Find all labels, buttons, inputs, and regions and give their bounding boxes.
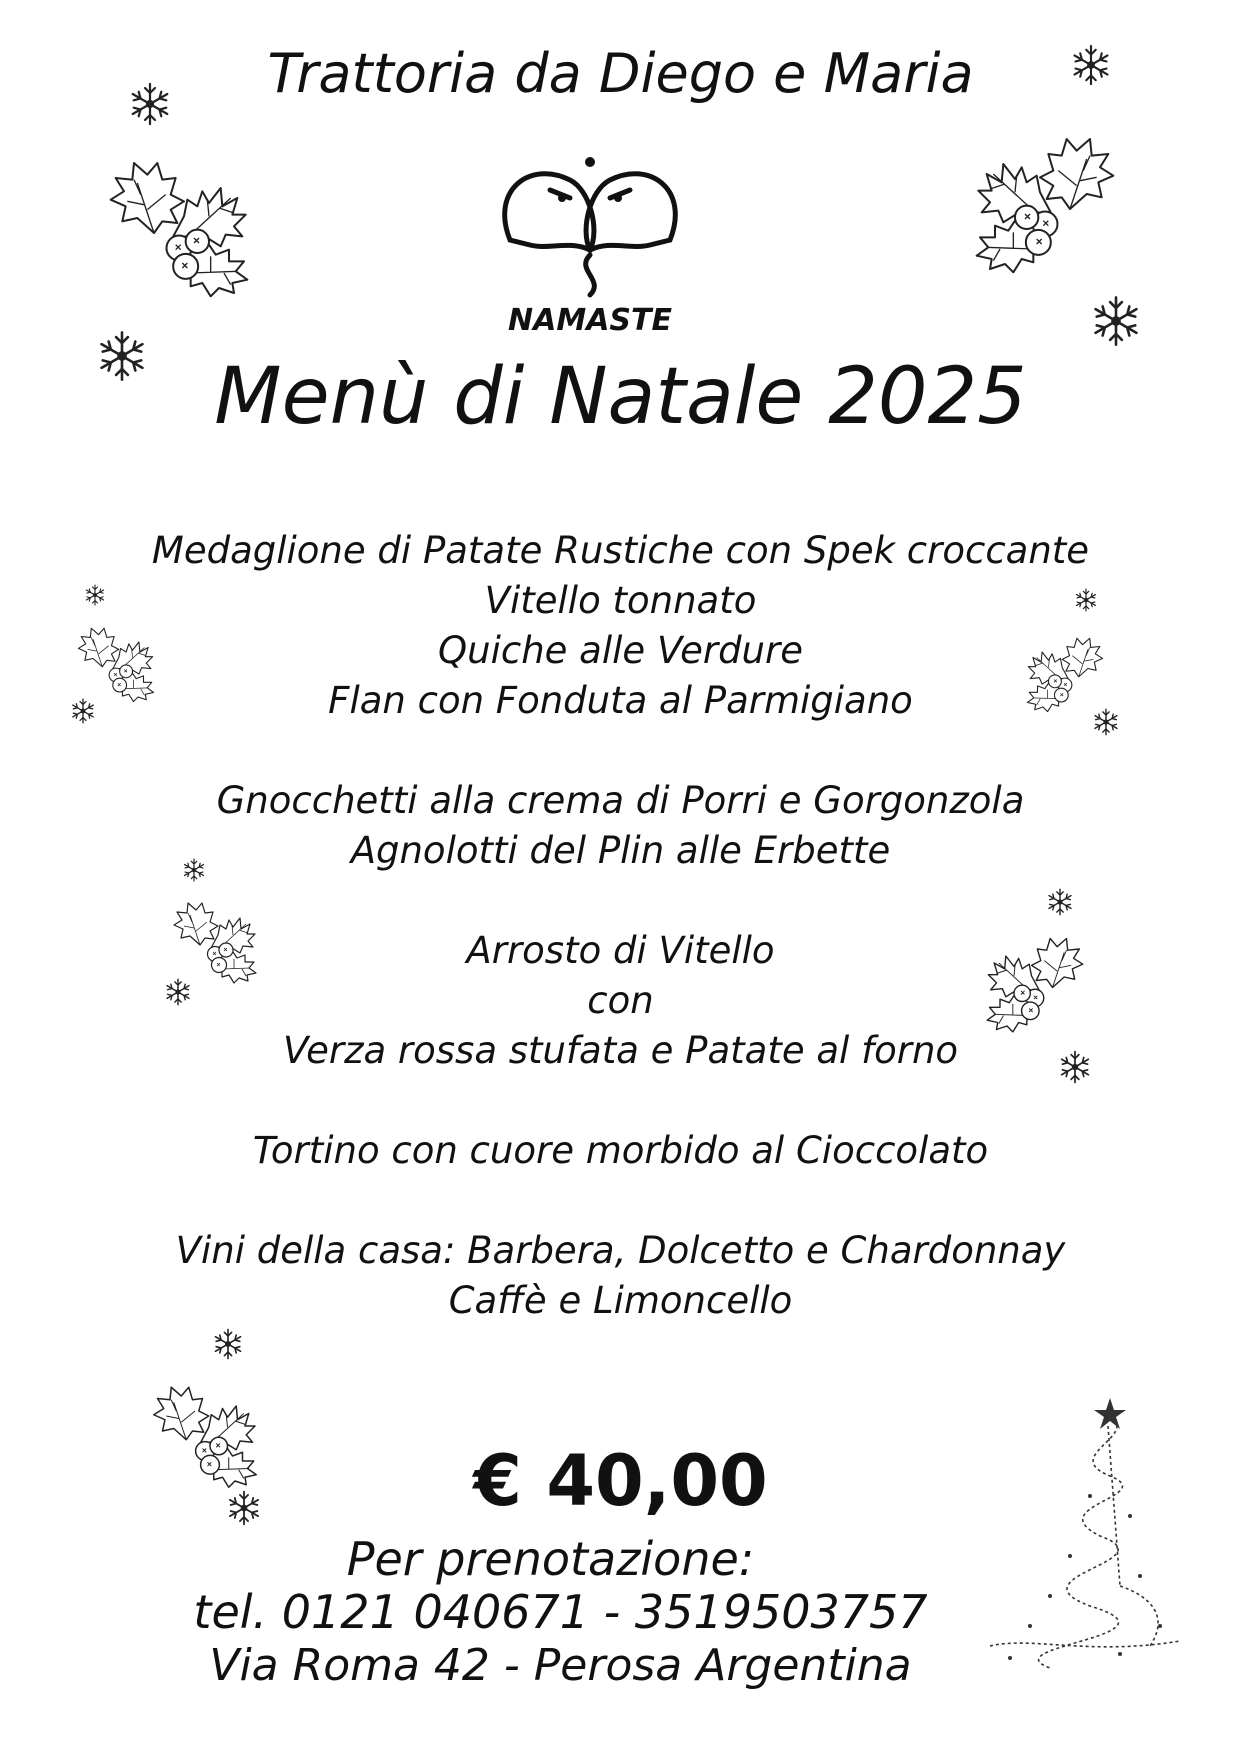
- primi-section: [0, 776, 1241, 876]
- menu-item: Agnolotti del Plin alle Erbette: [350, 829, 891, 872]
- menu-item: Tortino con cuore morbido al Cioccolato: [252, 1129, 989, 1172]
- menu-item: Vitello tonnato: [484, 579, 757, 622]
- bevande-section: [0, 1226, 1241, 1326]
- dolce-section: [0, 1126, 1241, 1176]
- menu-item: con: [587, 979, 654, 1022]
- menu-item: Quiche alle Verdure: [438, 629, 803, 672]
- namaste-logo: [490, 150, 690, 340]
- menu-item: Medaglione di Patate Rustiche con Spek croccante: [151, 529, 1090, 572]
- restaurant-name: Trattoria da Diego e Maria: [267, 42, 974, 105]
- menu-item: Gnocchetti alla crema di Porri e Gorgonzola: [216, 779, 1025, 822]
- menu-item: Vini della casa: Barbera, Dolcetto e Chardonnay: [175, 1229, 1066, 1272]
- menu-item: Arrosto di Vitello: [466, 929, 775, 972]
- snowflake-icon: [1090, 295, 1142, 347]
- menu-title: Menù di Natale 2025: [214, 352, 1027, 442]
- phone-number: tel. 0121 040671 - 3519503757: [193, 1585, 928, 1639]
- menu-item: Verza rossa stufata e Patate al forno: [282, 1029, 959, 1072]
- holly-decoration-top-left: [64, 108, 294, 308]
- secondi-section: [0, 926, 1241, 1076]
- snowflake-icon: [1046, 888, 1074, 916]
- address: Via Roma 42 - Perosa Argentina: [209, 1640, 912, 1691]
- svg-text:NAMASTE: NAMASTE: [508, 303, 672, 338]
- menu-item: Flan con Fonduta al Parmigiano: [328, 679, 913, 722]
- antipasti-section: [0, 526, 1241, 726]
- booking-label: Per prenotazione:: [346, 1532, 755, 1586]
- menu-item: Caffè e Limoncello: [448, 1279, 793, 1322]
- holly-decoration-top-right: [930, 84, 1160, 284]
- menu-price: € 40,00: [473, 1440, 768, 1522]
- snowflake-icon: [212, 1328, 244, 1360]
